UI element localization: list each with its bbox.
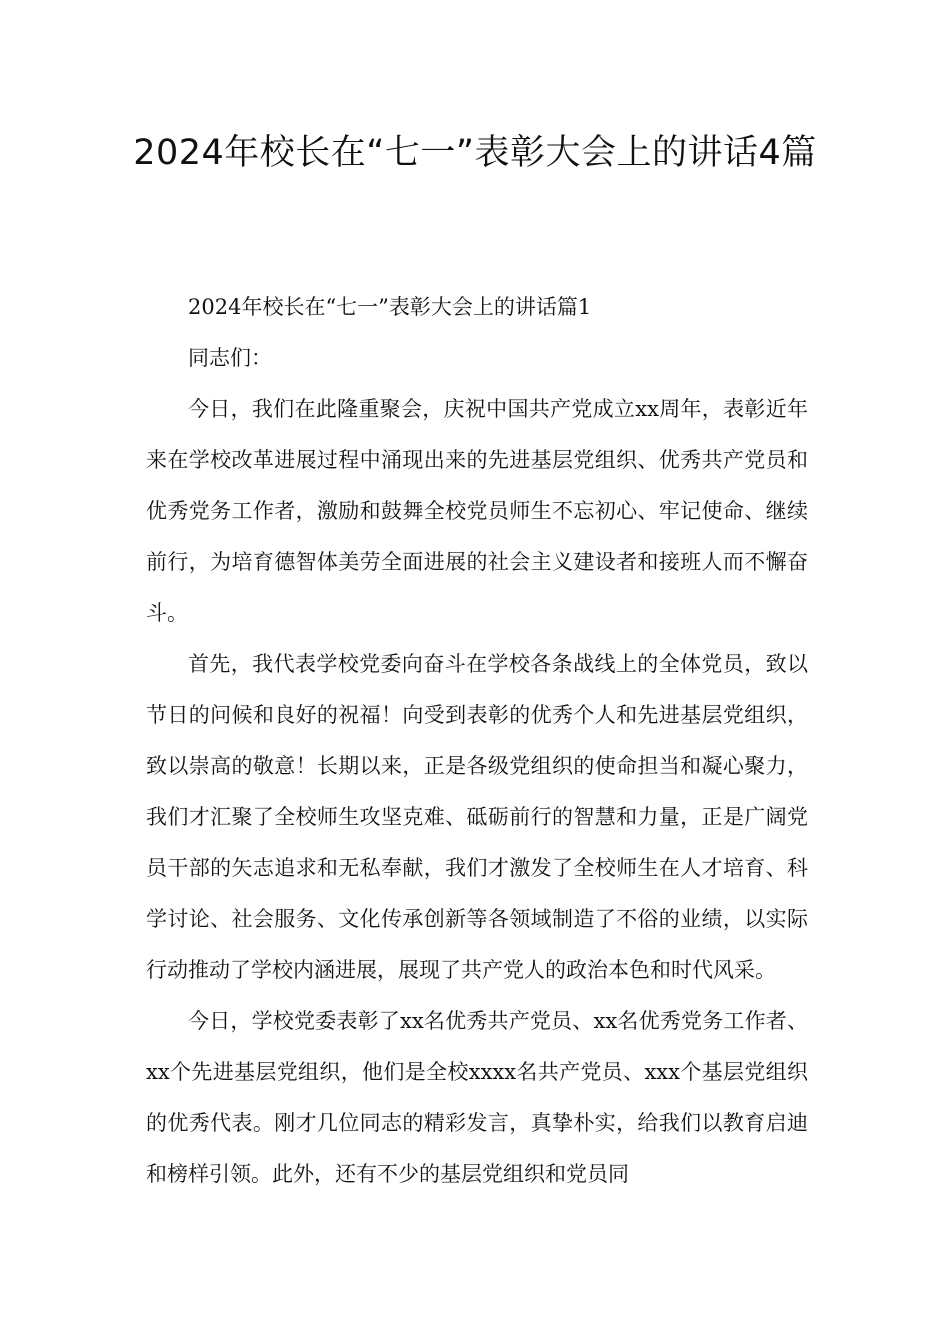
body-paragraph-1: 今日，我们在此隆重聚会，庆祝中国共产党成立xx周年，表彰近年来在学校改革进展过程中涌现出来的先进基层党组织、优秀共产党员和优秀党务工作者，激励和鼓舞全校党员师生不忘初心、牢记使命、继续前行，为培育德智体美劳全面进展的社会主义建设者和接班人而不懈奋斗。 <box>146 397 808 625</box>
document-title: 2024年校长在“七一”表彰大会上的讲话4篇 <box>133 133 817 173</box>
body-paragraph-3: 今日，学校党委表彰了xx名优秀共产党员、xx名优秀党务工作者、xx个先进基层党组织，他们是全校xxxx名共产党员、xxx个基层党组织的优秀代表。刚才几位同志的精彩发言，真挚朴实，给我们以教育启迪和榜样引领。此外，还有不少的基层党组织和党员同 <box>146 1009 808 1186</box>
section-heading: 2024年校长在“七一”表彰大会上的讲话篇1 <box>188 295 592 319</box>
document-body <box>146 282 808 1200</box>
body-paragraph-2: 首先，我代表学校党委向奋斗在学校各条战线上的全体党员，致以节日的问候和良好的祝福！向受到表彰的优秀个人和先进基层党组织，致以崇高的敬意！长期以来，正是各级党组织的使命担当和凝心聚力，我们才汇聚了全校师生攻坚克难、砥砺前行的智慧和力量，正是广阔党员干部的矢志追求和无私奉献，我们才激发了全校师生在人才培育、科学讨论、社会服务、文化传承创新等各领域制造了不俗的业绩，以实际行动推动了学校内涵进展，展现了共产党人的政治本色和时代风采。 <box>146 652 808 982</box>
salutation: 同志们： <box>188 346 272 370</box>
